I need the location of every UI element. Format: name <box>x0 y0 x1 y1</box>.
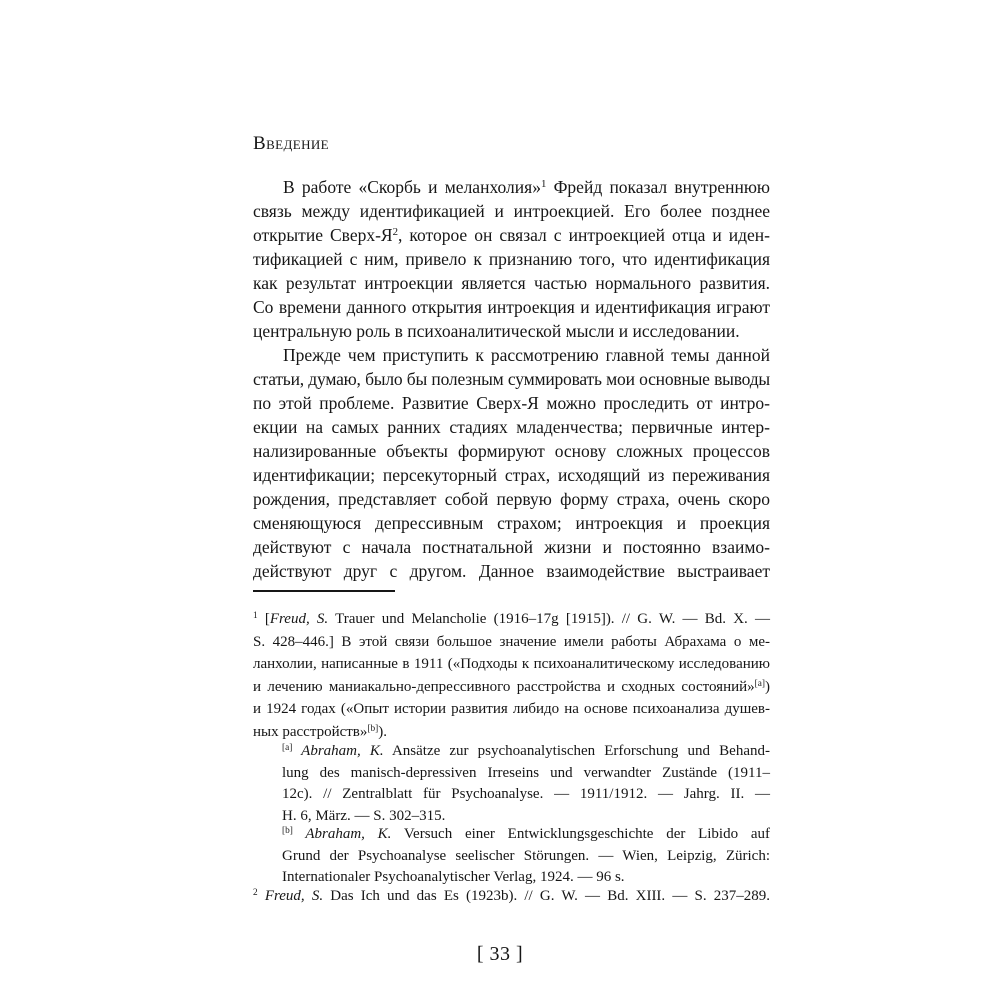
text-run: ланхолии, написанные в 1911 («Подходы к психоаналитическому исследованию <box>253 656 770 673</box>
text-line <box>253 391 770 415</box>
text-run: сменяющуюся депрессивным страхом; интроекция и проекция <box>253 513 770 533</box>
text-run: ). <box>378 723 387 740</box>
footnote-ref: [b] <box>282 825 293 836</box>
footnote-1-subentry-a <box>282 741 770 827</box>
paragraph <box>253 175 770 343</box>
text-run: H. 6, März. — S. 302–315. <box>282 807 446 824</box>
text-run: S. 428–446.] В этой связи большое значение имели работы Абрахама о ме- <box>253 633 770 650</box>
text-line <box>253 175 770 199</box>
text-run: тификацией с ним, привело к признанию того, что идентификация <box>253 249 770 269</box>
text-line <box>253 295 770 319</box>
footnote-1-subentry-b <box>282 824 770 889</box>
author-name: Abraham, K. <box>292 743 384 759</box>
footnote-ref: 2 <box>253 887 258 898</box>
text-line <box>253 367 770 391</box>
text-run: рождения, представляет собой первую форму страха, очень скоро <box>253 489 770 509</box>
text-run: действуют с начала постнатальной жизни и постоянно взаимо- <box>253 537 770 557</box>
text-run: 12c). // Zentralblatt für Psychoanalyse. — 1911/1912. — Jahrg. II. — <box>282 786 770 802</box>
text-line <box>253 319 770 343</box>
text-line <box>253 653 770 676</box>
text-run: Фрейд показал внутреннюю <box>546 177 770 197</box>
text-run: нализированные объекты формируют основу сложных процессов <box>253 441 770 461</box>
footnote-ref: 1 <box>253 610 258 621</box>
text-run: Trauer und Melancholie (1916–17g [1915]). // G. W. — Bd. X. — <box>328 611 770 627</box>
footnote-1 <box>253 608 770 744</box>
text-run: Das Ich und das Es (1923b). // G. W. — Bd. XIII. — S. 237–289. <box>323 888 770 904</box>
text-run: Ansätze zur psychoanalytischen Erforschung und Behand- <box>383 743 770 759</box>
text-run: действуют друг с другом. Данное взаимодействие выстраивает <box>253 561 770 581</box>
text-line <box>253 631 770 654</box>
text-run: статьи, думаю, было бы полезным суммировать мои основные выводы <box>253 369 770 389</box>
text-line <box>253 676 770 699</box>
text-line <box>282 763 770 785</box>
text-line <box>253 885 770 907</box>
text-line <box>253 698 770 721</box>
text-line <box>253 511 770 535</box>
footnote-2 <box>253 885 770 907</box>
text-line <box>282 846 770 868</box>
text-run: екции на самых ранних стадиях младенчества; первичные интер- <box>253 417 770 437</box>
text-run: и 1924 годах («Опыт истории развития либидо на основе психоанализа душев- <box>253 701 770 718</box>
author-name: Abraham, K. <box>292 826 392 842</box>
section-heading: Введение <box>253 133 330 154</box>
text-line <box>253 247 770 271</box>
text-run: и лечению маниакально-депрессивного расстройства и сходных состояний» <box>253 678 755 695</box>
text-line <box>253 487 770 511</box>
footnote-ref: [b] <box>367 723 379 734</box>
footnote-ref: 1 <box>540 178 547 191</box>
text-run: , которое он связал с интроекцией отца и иден- <box>398 225 770 245</box>
text-run: связь между идентификацией и интроекцией. Его более позднее <box>253 201 770 221</box>
text-line <box>253 535 770 559</box>
text-run: Grund der Psychoanalyse seelischer Störungen. — Wien, Leipzig, Zürich: <box>282 847 770 864</box>
text-run: lung des manisch-depressiven Irreseins und verwandter Zustände (1911– <box>282 764 770 781</box>
footnote-ref: 2 <box>392 226 399 239</box>
text-line <box>282 741 770 763</box>
text-line <box>253 343 770 367</box>
footnote-rule <box>253 590 395 592</box>
text-run: Versuch einer Entwicklungsgeschichte der Libido auf <box>391 826 770 842</box>
text-line <box>253 463 770 487</box>
text-line <box>253 199 770 223</box>
text-run: открытие Сверх-Я <box>253 225 393 245</box>
author-name: Freud, S. <box>257 888 324 904</box>
text-line <box>253 415 770 439</box>
text-line <box>253 271 770 295</box>
text-run: Internationaler Psychoanalytischer Verlag, 1924. — 96 s. <box>282 869 625 885</box>
text-line <box>253 559 770 583</box>
text-line <box>282 824 770 846</box>
text-line <box>253 608 770 631</box>
text-line <box>253 439 770 463</box>
body-text <box>253 175 770 583</box>
text-run: Со времени данного открытия интроекция и идентификация играют <box>253 297 770 317</box>
page-number: [ 33 ] <box>476 943 524 965</box>
text-run: по этой проблеме. Развитие Сверх-Я можно проследить от интро- <box>253 393 770 413</box>
text-run: идентификации; персекуторный страх, исходящий из переживания <box>253 465 770 485</box>
text-run: центральную роль в психоаналитической мысли и исследовании. <box>253 321 740 341</box>
text-run: [ <box>257 611 270 627</box>
text-line <box>282 784 770 806</box>
footnote-ref: [a] <box>282 742 293 753</box>
text-run: ных расстройств» <box>253 723 368 740</box>
text-run: как результат интроекции является частью нормального развития. <box>253 273 770 293</box>
footnote-ref: [a] <box>754 678 765 689</box>
paragraph <box>253 343 770 583</box>
text-run: Прежде чем приступить к рассмотрению главной темы данной <box>283 345 770 365</box>
text-line <box>253 223 770 247</box>
text-run: ) <box>765 678 770 695</box>
text-run: В работе «Скорбь и меланхолия» <box>283 177 541 197</box>
author-name: Freud, S. <box>269 611 329 627</box>
